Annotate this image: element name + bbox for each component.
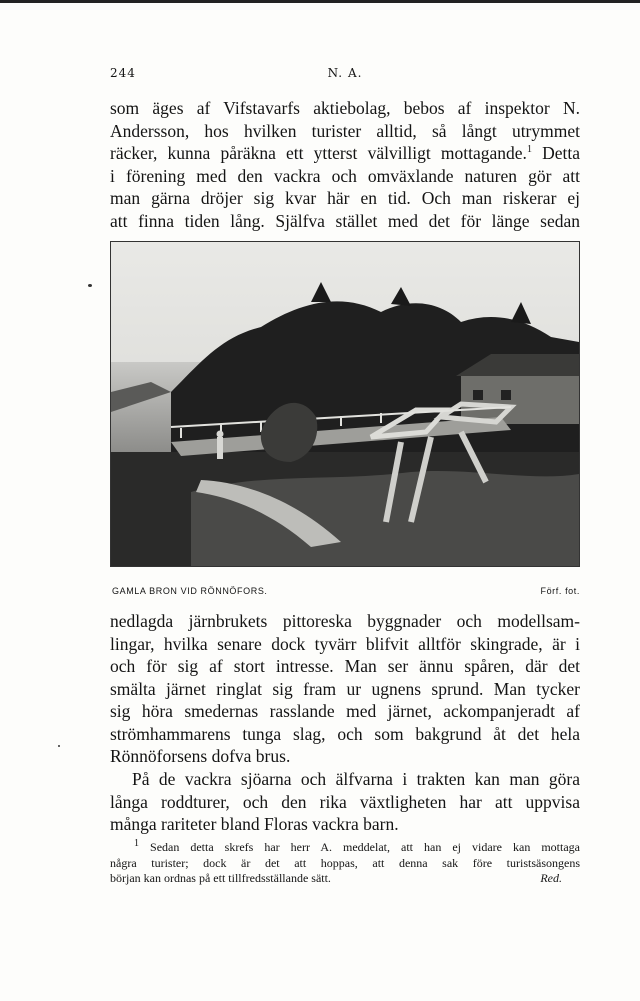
text-line: som äges af Vifstavarfs aktiebolag, bebos af inspektor N.	[110, 98, 580, 118]
footnote	[110, 840, 580, 887]
footnote-signature: Red.	[540, 871, 562, 885]
page-number: 244	[110, 66, 136, 80]
caption-title: GAMLA BRON VID RÖNNÖFORS.	[112, 586, 268, 596]
footnote-line	[110, 840, 580, 856]
text-segment: Detta	[531, 143, 580, 163]
photo-credit: Förf. fot.	[540, 586, 580, 596]
running-head: N. A.	[327, 66, 363, 80]
photo-illustration	[111, 242, 579, 566]
text-line: och för sig af stort intresse. Man ser ännu spåren, där det	[110, 656, 580, 676]
text-line: i förening med den vackra och omväxlande naturen gör att	[110, 165, 580, 186]
page-header	[110, 66, 580, 84]
footnote-text: Sedan detta skrefs har herr A. meddelat, att han ej vidare kan mottaga	[150, 840, 581, 854]
paragraph-2	[110, 610, 580, 768]
text-line	[110, 142, 580, 165]
standing-figure	[217, 437, 223, 459]
print-speck	[88, 284, 92, 287]
text-line: många rariteter bland Floras vackra barn.	[110, 814, 399, 834]
standing-figure-head	[217, 431, 224, 438]
text-line: man gärna dröjer sig kvar här en tid. Och man riskerar ej	[110, 188, 580, 208]
footnote-reference[interactable]: 1	[526, 144, 532, 156]
text-line: sig höra smedernas rasslande med järnet, ackompanjeradt af	[110, 701, 580, 721]
text-line: Rönnöforsens dofva brus.	[110, 746, 291, 766]
house-window	[501, 390, 511, 400]
text-line: långa roddturer, och den rika växtligheten har att uppvisa	[110, 791, 580, 812]
figure-caption	[110, 586, 580, 600]
paragraph-1	[110, 97, 580, 232]
bridge-photograph	[110, 241, 580, 567]
text-line: strömhammarens tunga slag, och som bakgrund åt det hela	[110, 723, 580, 744]
text-line: nedlagda järnbrukets pittoreska byggnader och modellsam-	[110, 611, 580, 631]
print-speck	[58, 745, 60, 747]
text-line: Andersson, hos hvilken turister alltid, så långt utrymmet	[110, 120, 580, 141]
text-line: att finna tiden lång. Själfva stället med det för länge sedan	[110, 210, 580, 231]
footnote-line: början kan ordnas på ett tillfredsställande sätt.	[110, 871, 331, 885]
top-rule	[0, 0, 640, 3]
text-line: smälta järnet ringlat sig fram ur ugnens sprund. Man tycker	[110, 678, 580, 699]
text-line: lingar, hvilka senare dock tyvärr blifvit alltför skingrade, är i	[110, 633, 580, 654]
house-window	[473, 390, 483, 400]
footnote-marker: 1	[134, 838, 139, 849]
footnote-line: några turister; dock är det att hoppas, att denna sak före turistsäsongens	[110, 855, 580, 870]
text-segment: räcker, kunna påräkna ett ytterst välvilligt mottagande.	[110, 143, 527, 163]
text-line: På de vackra sjöarna och älfvarna i trakten kan man göra	[132, 769, 580, 789]
paragraph-3	[110, 768, 580, 836]
